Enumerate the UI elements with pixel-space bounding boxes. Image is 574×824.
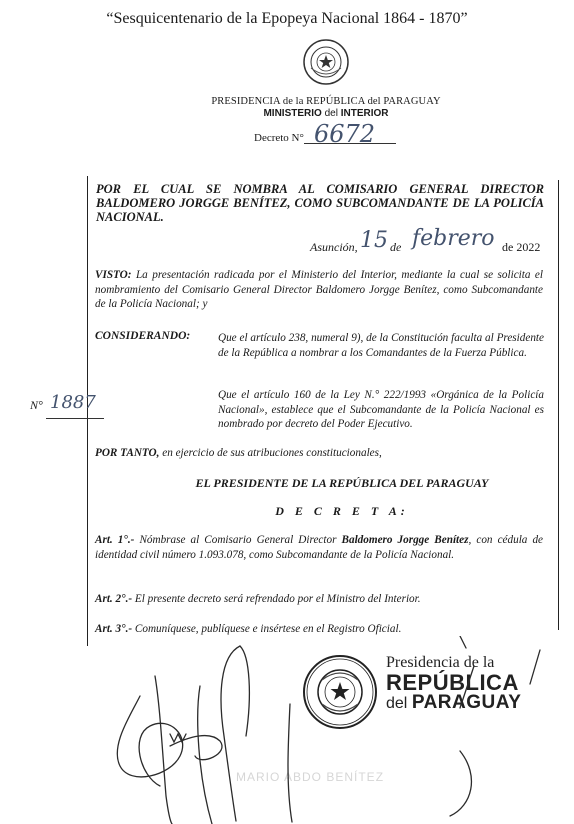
- decree-title: POR EL CUAL SE NOMBRA AL COMISARIO GENERAL DIRECTOR BALDOMERO JORGGE BENÍTEZ, COMO SUBCOMANDANTE DE LA POLICÍA NACIONAL.: [96, 182, 544, 224]
- motto: “Sesquicentenario de la Epopeya Nacional 1864 - 1870”: [106, 10, 468, 27]
- visto-label: VISTO:: [95, 269, 132, 281]
- portanto-text: en ejercicio de sus atribuciones constitucionales,: [162, 447, 382, 459]
- visto-paragraph: [95, 268, 543, 312]
- faint-signatory-name: MARIO ABDO BENÍTEZ: [236, 770, 385, 784]
- signature-icon: [100, 636, 560, 824]
- date-month: febrero: [412, 226, 495, 251]
- considerando-paragraph-2: Que el artículo 160 de la Ley N.° 222/1993 «Orgánica de la Policía Nacional», establece que el Subcomandante de la Policía Nacional es nombrado por decreto del Poder Ejecutivo.: [218, 389, 544, 430]
- decreto-number: 6672: [314, 120, 376, 148]
- visto-text: La presentación radicada por el Ministerio del Interior, mediante la cual se solicita el nombramiento del Comisario General Director Baldomero Jorgge Benítez, como Subcomandante de la Policía Nacional; y: [95, 269, 544, 310]
- decreto-label: Decreto N°: [254, 132, 304, 144]
- president-heading: EL PRESIDENTE DE LA REPÚBLICA DEL PARAGUAY: [195, 476, 489, 490]
- considerando-label: CONSIDERANDO:: [95, 330, 191, 342]
- brand-line-2: REPÚBLICA: [386, 670, 519, 695]
- article-1-label: Art. 1°.-: [95, 534, 135, 546]
- article-3-text: Comuníquese, publíquese e insértese en el Registro Oficial.: [134, 623, 402, 635]
- article-1: [95, 533, 543, 562]
- brand-paraguay: PARAGUAY: [411, 692, 522, 713]
- date-de: de: [390, 240, 402, 254]
- article-2-label: Art. 2°.-: [95, 593, 133, 605]
- article-1-text-b: , con cédula de identidad civil número 1.093.078, como Subcomandante de la Policía Nacional.: [95, 534, 544, 561]
- ministry-label: MINISTERIO: [263, 108, 322, 119]
- margin-underline: [46, 418, 104, 419]
- margin-number-label: N°: [30, 398, 43, 412]
- decreta-heading: D E C R E T A:: [275, 504, 409, 518]
- article-2: [95, 592, 543, 607]
- date-year: de 2022: [502, 240, 541, 254]
- portanto-label: POR TANTO,: [95, 447, 160, 459]
- date-day: 15: [360, 228, 388, 253]
- margin-number: 1887: [50, 392, 96, 413]
- brand-del: del: [386, 695, 408, 712]
- article-3: [95, 622, 543, 637]
- portanto-paragraph: [95, 446, 543, 461]
- ministry-heading: [0, 108, 574, 119]
- article-1-name: Baldomero Jorgge Benítez: [341, 534, 469, 546]
- decreto-underline: [304, 143, 396, 144]
- considerando-paragraph-1: Que el artículo 238, numeral 9), de la Constitución faculta al Presidente de la República a nombrar a los Comandantes de la Fuerza Pública.: [218, 332, 544, 359]
- presidency-heading: PRESIDENCIA de la REPÚBLICA del PARAGUAY: [211, 96, 441, 107]
- ministry-del: del: [324, 108, 338, 119]
- article-3-label: Art. 3°.-: [95, 623, 133, 635]
- right-border-line: [558, 180, 559, 630]
- article-2-text: El presente decreto será refrendado por el Ministro del Interior.: [134, 593, 421, 605]
- article-1-text-a: Nómbrase al Comisario General Director: [139, 534, 337, 546]
- national-seal-icon: [302, 38, 350, 86]
- ministry-interior: INTERIOR: [340, 108, 389, 119]
- brand-line-1: Presidencia de la: [386, 654, 495, 671]
- date-city: Asunción,: [310, 240, 358, 254]
